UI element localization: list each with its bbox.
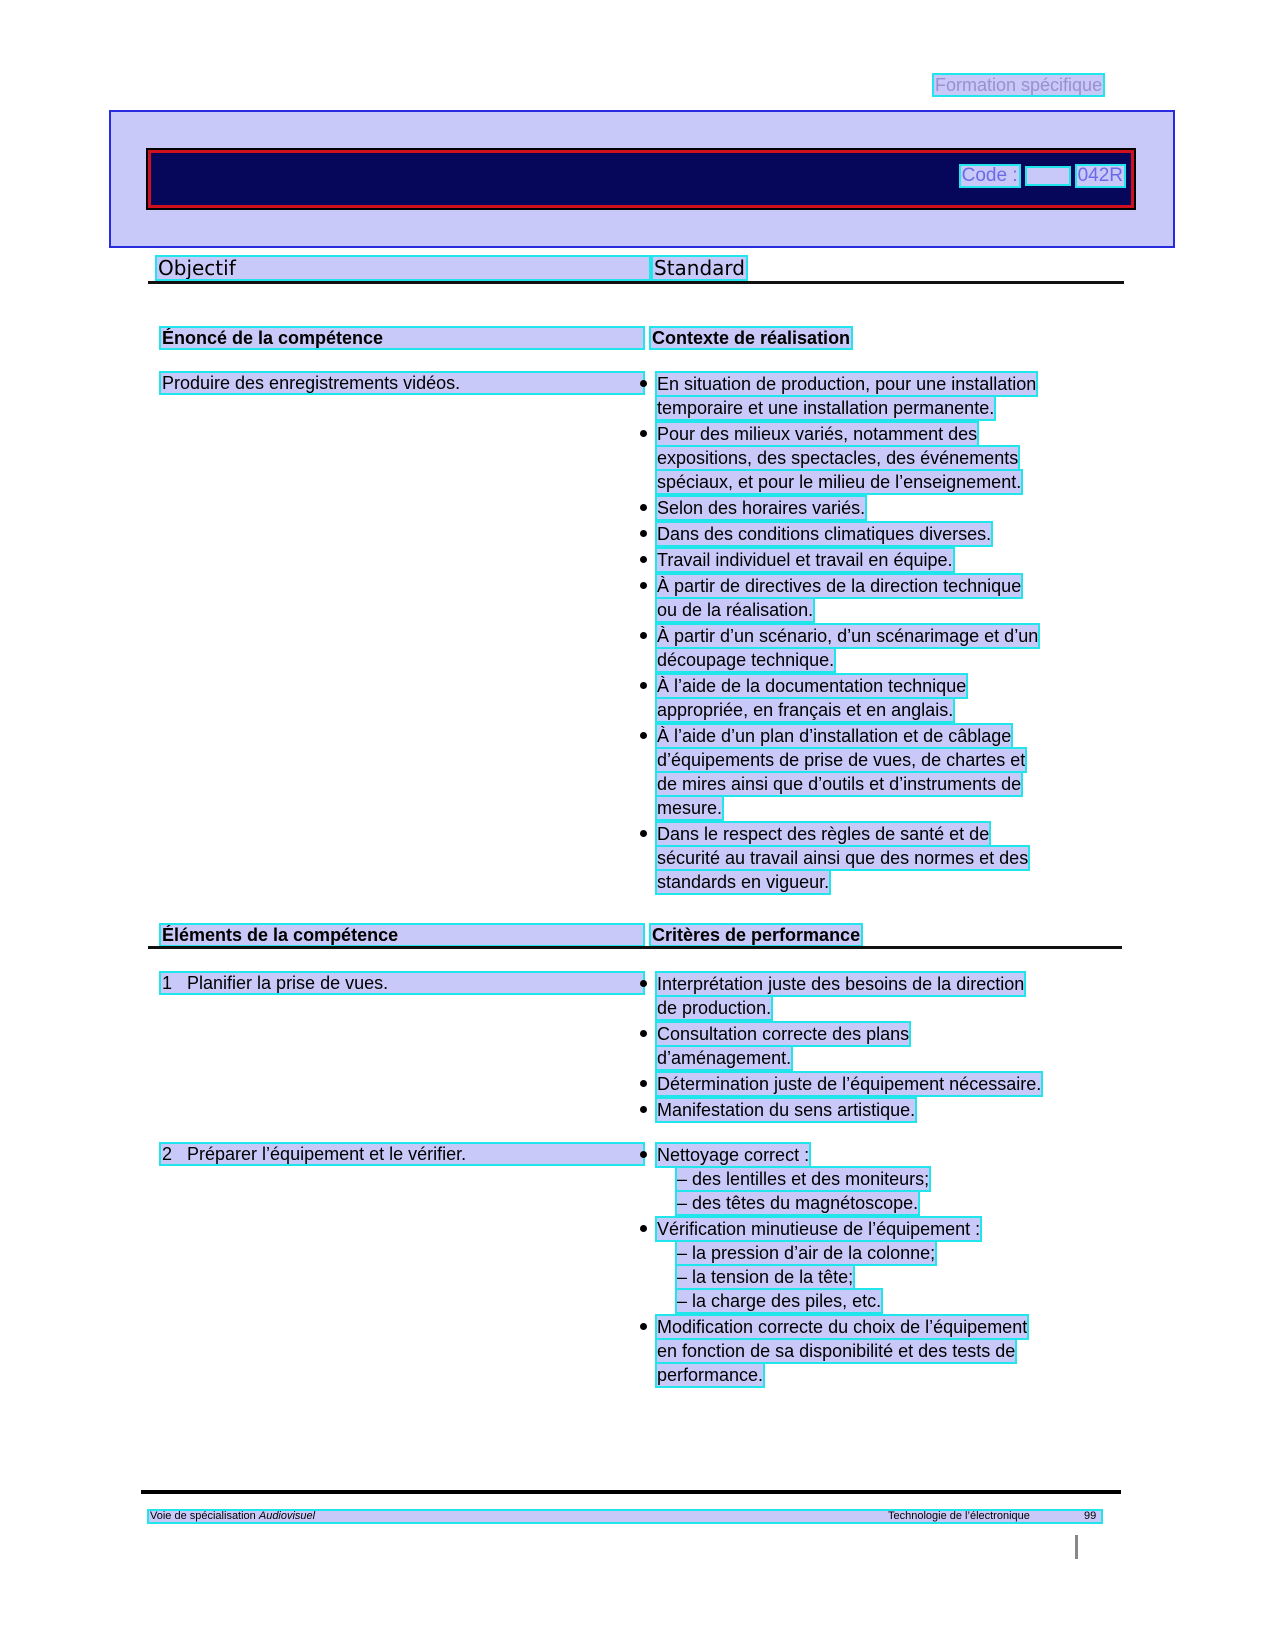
- bullet-line: Vérification minutieuse de l’équipement :: [657, 1219, 981, 1239]
- program-label: Formation spécifique: [935, 75, 1103, 95]
- context-line: appropriée, en français et en anglais.: [657, 700, 954, 720]
- bullet-line: en fonction de sa disponibilité et des tests de: [657, 1341, 1016, 1361]
- context-line: En situation de production, pour une installation: [657, 374, 1037, 394]
- criteria-title: Critères de performance: [652, 925, 861, 945]
- sub-item: – la pression d’air de la colonne;: [677, 1243, 936, 1263]
- bullet-text: [656, 1022, 1106, 1070]
- context-line: Travail individuel et travail en équipe.: [657, 550, 953, 570]
- bullet-item: [656, 1098, 1106, 1122]
- context-line: sécurité au travail ainsi que des normes et des: [657, 848, 1029, 868]
- context-line: de mires ainsi que d’outils et d’instruments de: [657, 774, 1022, 794]
- bullet-item: [656, 1217, 1106, 1313]
- footer-program-name: Audiovisuel: [258, 1510, 316, 1522]
- context-item: [656, 624, 1106, 672]
- bullet-item: [656, 972, 1106, 1020]
- elements-title: Éléments de la compétence: [160, 924, 644, 946]
- context-item: [656, 548, 1106, 572]
- bullet-item: [656, 1143, 1106, 1215]
- bullet-text: [656, 1315, 1106, 1387]
- context-text: [656, 822, 1106, 894]
- bullet-text: [656, 1072, 1106, 1096]
- bullet-icon: [640, 556, 647, 563]
- code-value: 042R: [1077, 165, 1123, 186]
- bullet-icon: [640, 530, 647, 537]
- context-line: À l’aide de la documentation technique: [657, 676, 967, 696]
- bullet-text: [656, 972, 1106, 1020]
- bullet-line: Détermination juste de l’équipement nécessaire.: [657, 1074, 1042, 1094]
- context-title: Contexte de réalisation: [652, 328, 851, 348]
- context-text: [656, 724, 1106, 820]
- bullet-icon: [640, 632, 647, 639]
- context-line: mesure.: [657, 798, 723, 818]
- competence-statement: Produire des enregistrements vidéos.: [160, 372, 644, 394]
- context-item: [656, 822, 1106, 894]
- context-item: [656, 674, 1106, 722]
- bullet-line: Consultation correcte des plans: [657, 1024, 910, 1044]
- sub-item: – des lentilles et des moniteurs;: [677, 1169, 930, 1189]
- context-text: [656, 674, 1106, 722]
- element-2-label: 2 Préparer l’équipement et le vérifier.: [160, 1143, 644, 1165]
- text-cursor: [1075, 1535, 1078, 1559]
- bullet-icon: [640, 380, 647, 387]
- bullet-item: [656, 1022, 1106, 1070]
- bullet-line: performance.: [657, 1365, 764, 1385]
- footer-technology: Technologie de l’électronique: [888, 1510, 1030, 1522]
- context-line: expositions, des spectacles, des événements: [657, 448, 1019, 468]
- context-text: [656, 422, 1106, 494]
- standard-header: Standard: [654, 256, 745, 280]
- bullet-icon: [640, 732, 647, 739]
- bullet-line: Interprétation juste des besoins de la direction: [657, 974, 1025, 994]
- criteria-list-1: [656, 972, 1106, 1124]
- bullet-line: Manifestation du sens artistique.: [657, 1100, 916, 1120]
- bullet-text: [656, 1098, 1106, 1122]
- objective-header: Objectif: [156, 256, 650, 280]
- bullet-icon: [640, 1225, 647, 1232]
- bullet-line: de production.: [657, 998, 772, 1018]
- sub-item: – la tension de la tête;: [677, 1267, 854, 1287]
- context-item: [656, 422, 1106, 494]
- context-line: À l’aide d’un plan d’installation et de câblage: [657, 726, 1012, 746]
- code-label: Code :: [961, 165, 1018, 186]
- context-line: À partir de directives de la direction technique: [657, 576, 1022, 596]
- sub-item: – la charge des piles, etc.: [677, 1291, 882, 1311]
- context-line: ou de la réalisation.: [657, 600, 814, 620]
- header-divider: [148, 281, 1124, 284]
- code-spacer: [1026, 167, 1070, 185]
- bullet-line: Modification correcte du choix de l’équipement: [657, 1317, 1028, 1337]
- sub-item: – des têtes du magnétoscope.: [677, 1193, 919, 1213]
- bullet-icon: [640, 430, 647, 437]
- bullet-line: d’aménagement.: [657, 1048, 792, 1068]
- context-text: [656, 548, 1106, 572]
- criteria-list-2: [656, 1143, 1106, 1389]
- context-line: À partir d’un scénario, d’un scénarimage et d’un: [657, 626, 1039, 646]
- elements-divider: [148, 946, 1122, 949]
- bullet-item: [656, 1072, 1106, 1096]
- context-item: [656, 522, 1106, 546]
- context-line: découpage technique.: [657, 650, 835, 670]
- bullet-text: [656, 1217, 1106, 1313]
- context-item: [656, 372, 1106, 420]
- context-line: d’équipements de prise de vues, de chartes et: [657, 750, 1026, 770]
- element-1-label: 1 Planifier la prise de vues.: [160, 972, 644, 994]
- bullet-icon: [640, 1080, 647, 1087]
- competence-statement-title: Énoncé de la compétence: [160, 327, 644, 349]
- context-line: spéciaux, et pour le milieu de l’enseignement.: [657, 472, 1022, 492]
- context-line: Pour des milieux variés, notamment des: [657, 424, 978, 444]
- context-line: standards en vigueur.: [657, 872, 830, 892]
- bullet-icon: [640, 830, 647, 837]
- context-item: [656, 574, 1106, 622]
- title-bar: [148, 150, 1134, 208]
- bullet-icon: [640, 980, 647, 987]
- context-text: [656, 496, 1106, 520]
- context-text: [656, 624, 1106, 672]
- context-line: Selon des horaires variés.: [657, 498, 866, 518]
- footer-program: Voie de spécialisation Audiovisuel: [150, 1510, 316, 1522]
- context-line: Dans le respect des règles de santé et de: [657, 824, 990, 844]
- context-text: [656, 574, 1106, 622]
- bullet-icon: [640, 1030, 647, 1037]
- context-line: temporaire et une installation permanente.: [657, 398, 995, 418]
- context-item: [656, 724, 1106, 820]
- context-text: [656, 372, 1106, 420]
- bullet-icon: [640, 582, 647, 589]
- context-item: [656, 496, 1106, 520]
- bullet-icon: [640, 1106, 647, 1113]
- footer-divider: [141, 1490, 1121, 1494]
- bullet-item: [656, 1315, 1106, 1387]
- footer: [148, 1510, 1102, 1523]
- bullet-text: [656, 1143, 1106, 1215]
- code-block: [960, 165, 1125, 187]
- context-line: Dans des conditions climatiques diverses.: [657, 524, 992, 544]
- bullet-icon: [640, 682, 647, 689]
- bullet-icon: [640, 1151, 647, 1158]
- context-list: [656, 372, 1106, 896]
- bullet-line: Nettoyage correct :: [657, 1145, 810, 1165]
- page-number: 99: [1084, 1510, 1097, 1522]
- bullet-icon: [640, 504, 647, 511]
- bullet-icon: [640, 1323, 647, 1330]
- context-text: [656, 522, 1106, 546]
